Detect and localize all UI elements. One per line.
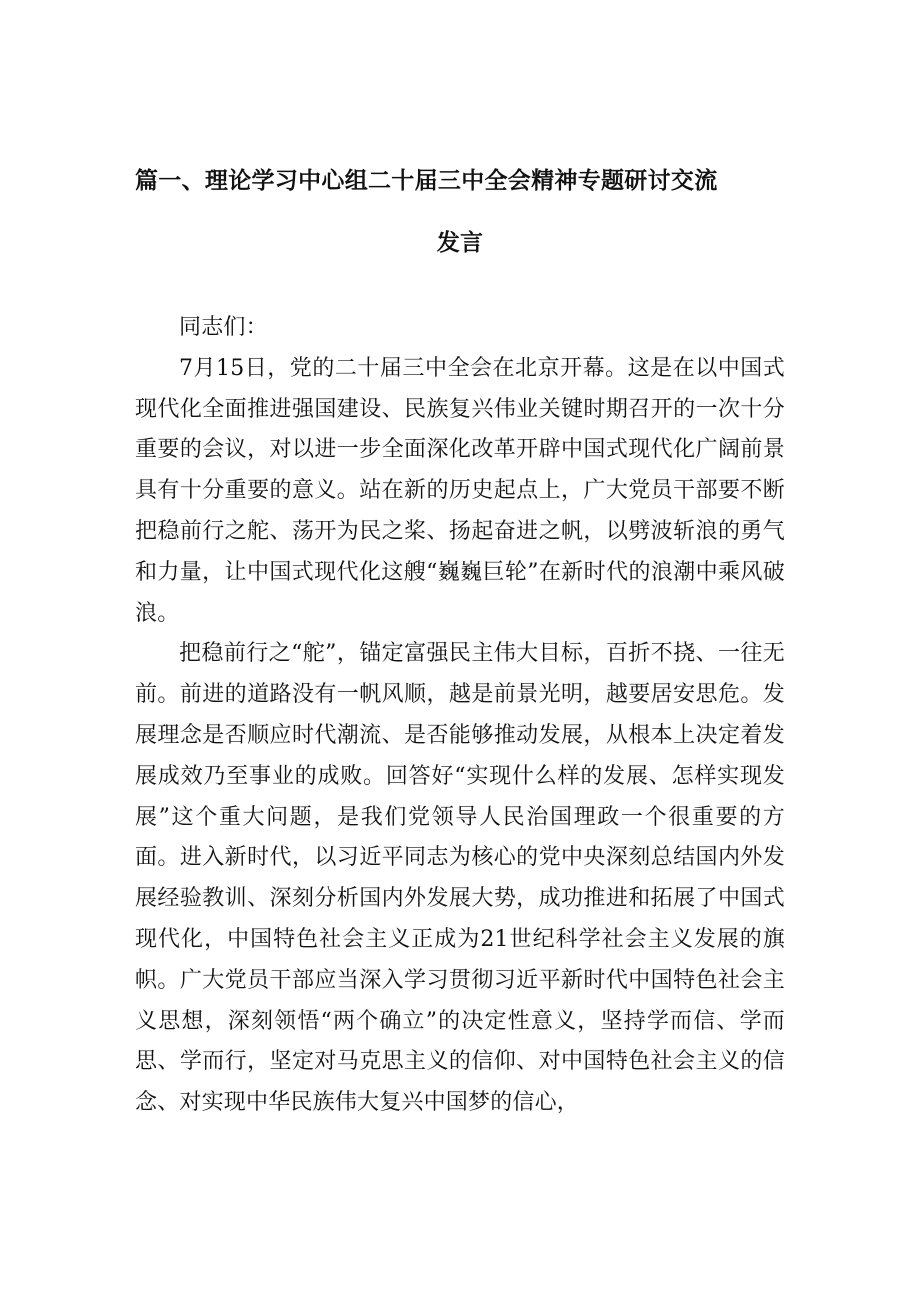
title-line-1: 篇一、理论学习中心组二十届三中全会精神专题研讨交流: [135, 168, 718, 194]
paragraph-1: 7月15日，党的二十届三中全会在北京开幕。这是在以中国式现代化全面推进强国建设、民族复兴伟业关键时期召开的一次十分重要的会议，对以进一步全面深化改革开辟中国式现代化广阔前景具有十分重要的意义。站在新的历史起点上，广大党员干部要不断把稳前行之舵、荡开为民之桨、扬起奋进之帆，以劈波斩浪的勇气和力量，让中国式现代化这艘“巍巍巨轮”在新时代的浪潮中乘风破浪。: [135, 355, 785, 626]
salutation: 同志们：: [179, 315, 268, 340]
document-body: [135, 308, 785, 1124]
title-line-2: 发言: [436, 230, 484, 256]
document-title: [135, 150, 835, 274]
paragraph-2: 把稳前行之“舵”，锚定富强民主伟大目标，百折不挠、一往无前。前进的道路没有一帆风顺，越是前景光明，越要居安思危。发展理念是否顺应时代潮流、是否能够推动发展，从根本上决定着发展成效乃至事业的成败。回答好“实现什么样的发展、怎样实现发展”这个重大问题，是我们党领导人民治国理政一个很重要的方面。进入新时代，以习近平同志为核心的党中央深刻总结国内外发展经验教训、深刻分析国内外发展大势，成功推进和拓展了中国式现代化，中国特色社会主义正成为21世纪科学社会主义发展的旗帜。广大党员干部应当深入学习贯彻习近平新时代中国特色社会主义思想，深刻领悟“两个确立”的决定性意义，坚持学而信、学而思、学而行，坚定对马克思主义的信仰、对中国特色社会主义的信念、对实现中华民族伟大复兴中国梦的信心，: [135, 641, 785, 1116]
